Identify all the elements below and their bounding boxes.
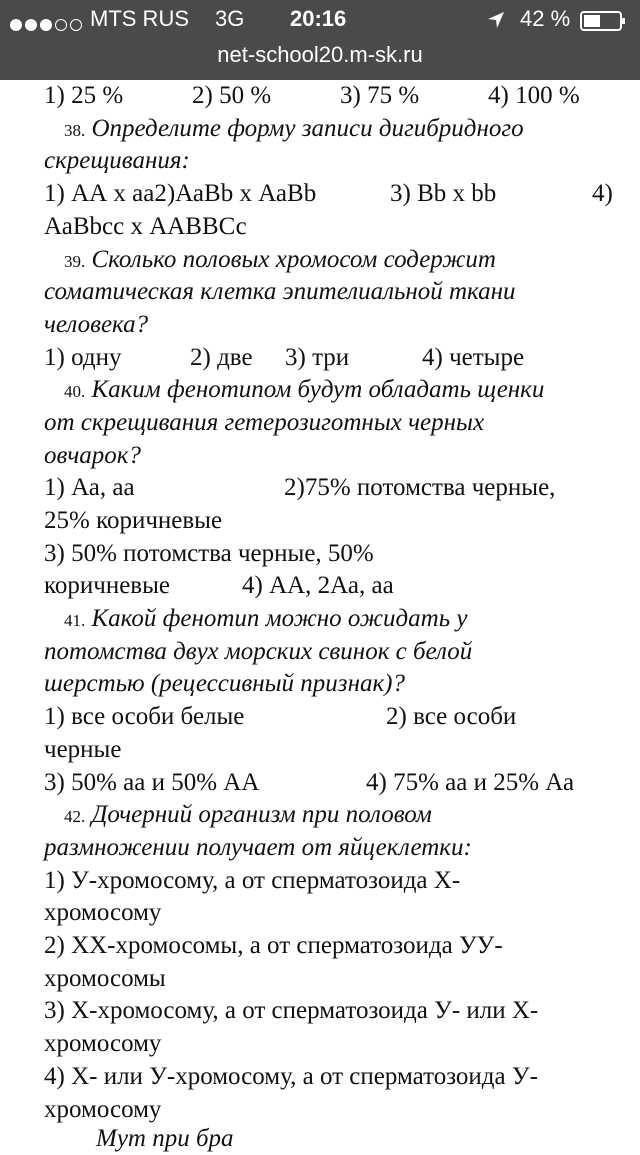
address-url: net-school20.m-sk.ru: [217, 42, 423, 67]
option: хромосомы: [44, 965, 166, 992]
option: 2) 50 %: [192, 82, 272, 109]
option: 4) 100 %: [488, 82, 580, 109]
option: 4) четыре: [422, 344, 525, 371]
location-arrow-icon: [486, 10, 506, 30]
option: 4): [592, 180, 613, 207]
status-bar: [0, 4, 640, 38]
question-text: Определите форму записи дигибридного: [91, 115, 524, 142]
question-text: Сколько половых хромосом содержит: [91, 246, 496, 273]
question-number: 39.: [64, 252, 86, 271]
question-42-line: [64, 799, 432, 831]
option: 4) 75% аа и 25% Аа: [366, 769, 575, 796]
status-time: 20:16: [290, 6, 347, 31]
question-number: 38.: [64, 121, 86, 140]
question-38-line: [64, 113, 524, 145]
option: 25% коричневые: [44, 507, 223, 534]
question-text: Какой фенотип можно ожидать у: [91, 605, 468, 632]
question-number: 41.: [64, 611, 86, 630]
question-41-line: [64, 603, 467, 635]
question-text: потомства двух морских свинок с белой: [44, 638, 473, 665]
question-number: 42.: [64, 807, 86, 826]
option: 2) две: [190, 344, 253, 371]
option: 1) Аа, аа: [44, 474, 135, 501]
document-page: [0, 80, 640, 1152]
option: 1) все особи белые: [44, 703, 245, 730]
option: хромосому: [44, 899, 162, 926]
option: 1) У-хромосому, а от сперматозоида Х-: [44, 867, 461, 894]
option: 3) 50% аа и 50% АА: [44, 769, 260, 796]
option: 4) АА, 2Аа, аа: [242, 572, 394, 599]
question-text: соматическая клетка эпителиальной ткани: [44, 278, 516, 305]
question-text: скрещивания:: [44, 147, 190, 174]
cut-off-text: Мут при бра: [96, 1125, 234, 1152]
option: коричневые: [44, 572, 171, 599]
option: черные: [44, 736, 122, 763]
network-type: 3G: [215, 6, 245, 31]
question-text: размножении получает от яйцеклетки:: [44, 834, 472, 861]
question-text: Каким фенотипом будут обладать щенки: [91, 376, 545, 403]
option: 3) Bb х bb: [390, 180, 497, 207]
option: 1) АА х аа2)АаВb х АаВb: [44, 180, 317, 207]
carrier-name: MTS RUS: [90, 6, 189, 31]
option: 4) Х- или У-хромосому, а от сперматозоида У-: [44, 1063, 538, 1090]
address-bar[interactable]: [0, 42, 640, 68]
question-number: 40.: [64, 382, 86, 401]
question-text: Дочерний организм при половом: [91, 801, 432, 828]
option: 3) три: [285, 344, 350, 371]
option: 2) ХХ-хромосомы, а от сперматозоида УУ-: [44, 932, 503, 959]
battery-percent: 42 %: [520, 6, 571, 31]
option: 3) 50% потомства черные, 50%: [44, 540, 374, 567]
question-text: от скрещивания гетерозиготных черных: [44, 409, 485, 436]
question-text: шерстью (рецессивный признак)?: [44, 670, 405, 697]
option: 2) все особи: [386, 703, 517, 730]
option: 1) 25 %: [44, 82, 124, 109]
question-text: овчарок?: [44, 442, 141, 469]
option: 3) 75 %: [340, 82, 420, 109]
question-40-line: [64, 374, 544, 406]
browser-top-bar: [0, 0, 640, 80]
option: хромосому: [44, 1096, 162, 1123]
option: 2)75% потомства черные,: [284, 474, 556, 501]
question-text: человека?: [44, 311, 149, 338]
option: 1) одну: [44, 344, 122, 371]
option: АаВbсс х ААВВСс: [44, 213, 247, 240]
option: 3) Х-хромосому, а от сперматозоида У- или Х-: [44, 997, 539, 1024]
question-39-line: [64, 244, 496, 276]
signal-strength-icon: [10, 11, 85, 27]
option: хромосому: [44, 1030, 162, 1057]
battery-icon: [580, 11, 626, 31]
